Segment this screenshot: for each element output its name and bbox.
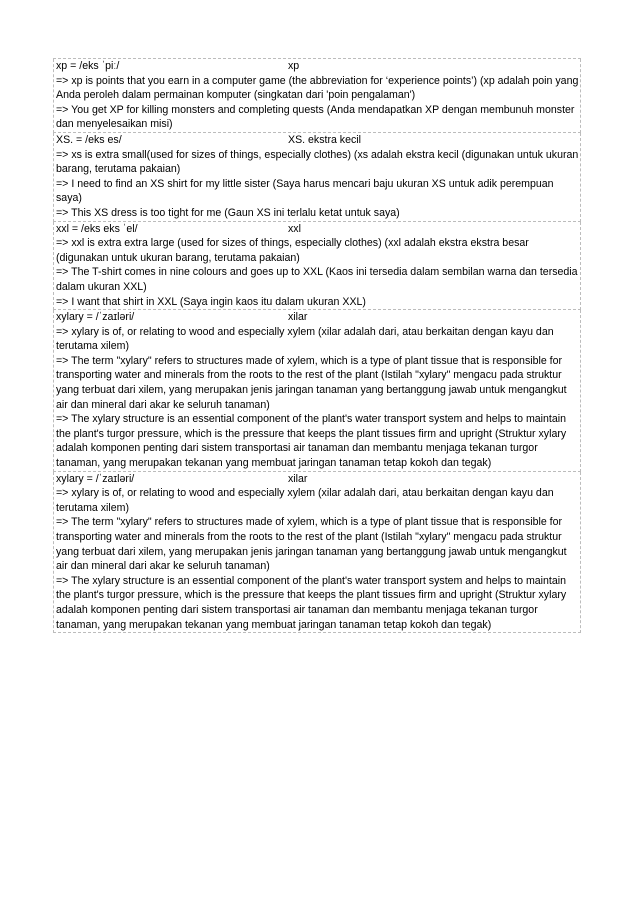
translation: XS. ekstra kecil [288, 133, 362, 146]
pronunciation: xp = /eks ˈpiː/ [56, 60, 120, 72]
entry-xxl [53, 222, 581, 311]
example-line: => The T-shirt comes in nine colours and goes up to XXL (Kaos ini tersedia dalam sembilan warna dan tersedia dalam ukuran XXL) [56, 266, 578, 293]
dictionary-document [53, 58, 581, 633]
entry-xp [53, 59, 581, 133]
pronunciation: xxl = /eks eks ˈel/ [56, 222, 138, 235]
example-line: => The term "xylary" refers to structures made of xylem, which is a type of plant tissue that is responsible for transporting water and minerals from the roots to the rest of the plant (Istilah "xylary" mengacu pada struktur yang terbuat dari xilem, yang merupakan jenis jaringan tanaman yang bertanggung jawab untuk mengangkut air dan mineral dari akar ke seluruh tanaman) [56, 354, 567, 411]
definition-line: => xp is points that you earn in a computer game (the abbreviation for ‘experience points’) (xp adalah poin yang Anda peroleh dalam permainan komputer (singkatan dari 'poin pengalaman') [56, 74, 579, 102]
definition-line: => xs is extra small(used for sizes of things, especially clothes) (xs adalah ekstra kecil (digunakan untuk ukuran barang, terutama pakaian) [56, 148, 579, 176]
pronunciation: XS. = /eks es/ [56, 133, 122, 146]
definition-line: => xylary is of, or relating to wood and especially xylem (xilar adalah dari, atau berkaitan dengan kayu dan terutama xilem) [56, 487, 554, 514]
translation: xxl [288, 222, 301, 235]
example-line: => You get XP for killing monsters and completing quests (Anda mendapatkan XP dengan membunuh monster dan menyelesaikan misi) [56, 103, 575, 131]
example-line: => The xylary structure is an essential component of the plant's water transport system and helps to maintain the plant's turgor pressure, which is the pressure that keeps the plant tissues firm and upright (Struktur xylary adalah komponen penting dari sistem transportasi air tanaman dan membantu menjaga tekanan turgor tanaman, yang merupakan tekanan yang membuat jaringan tanaman tetap kokoh dan tegak) [56, 574, 567, 631]
entry-header [56, 310, 579, 325]
entry-header [56, 472, 579, 487]
example-line: => This XS dress is too tight for me (Gaun XS ini terlalu ketat untuk saya) [56, 206, 400, 219]
definition-line: => xxl is extra extra large (used for sizes of things, especially clothes) (xxl adalah ekstra ekstra besar (digunakan untuk ukuran barang, terutama pakaian) [56, 237, 529, 264]
pronunciation: xylary = /ˈzaɪləri/ [56, 472, 135, 485]
entry-header [56, 133, 579, 148]
example-line: => I need to find an XS shirt for my little sister (Saya harus mencari baju ukuran XS untuk adik perempuan saya) [56, 177, 554, 205]
entry-xs [53, 133, 581, 222]
entry-header [56, 222, 579, 237]
entry-xylary-repeat [53, 472, 581, 634]
translation: xp [288, 60, 300, 72]
example-line: => I want that shirt in XXL (Saya ingin kaos itu dalam ukuran XXL) [56, 295, 366, 308]
definition-line: => xylary is of, or relating to wood and especially xylem (xilar adalah dari, atau berkaitan dengan kayu dan terutama xilem) [56, 325, 554, 353]
pronunciation: xylary = /ˈzaɪləri/ [56, 311, 135, 324]
entry-header [56, 59, 579, 74]
example-line: => The term "xylary" refers to structures made of xylem, which is a type of plant tissue that is responsible for transporting water and minerals from the roots to the rest of the plant (Istilah "xylary" mengacu pada struktur yang terbuat dari xilem, yang merupakan jenis jaringan tanaman yang bertanggung jawab untuk mengangkut air dan mineral dari akar ke seluruh tanaman) [56, 516, 567, 573]
translation: xilar [288, 311, 308, 324]
example-line: => The xylary structure is an essential component of the plant's water transport system and helps to maintain the plant's turgor pressure, which is the pressure that keeps the plant tissues firm and upright (Struktur xylary adalah komponen penting dari sistem transportasi air tanaman dan membantu menjaga tekanan turgor tanaman, yang merupakan tekanan yang membuat jaringan tanaman tetap kokoh dan tegak) [56, 413, 567, 470]
translation: xilar [288, 472, 308, 485]
entry-xylary [53, 310, 581, 472]
